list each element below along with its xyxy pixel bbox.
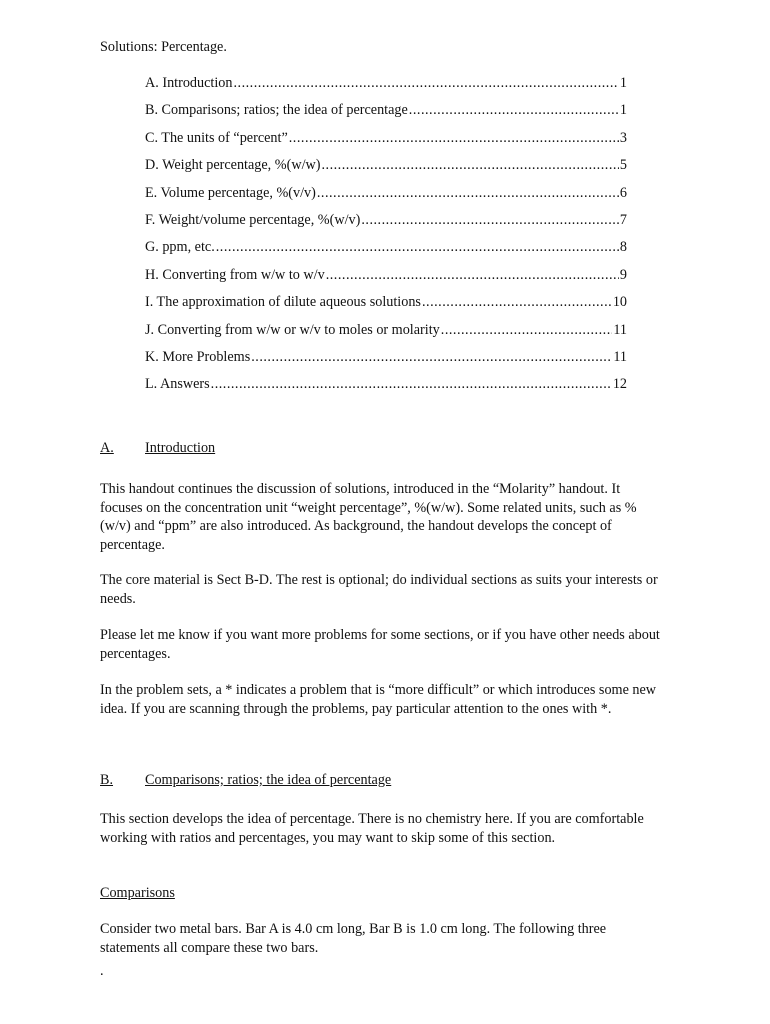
paragraph: The core material is Sect B-D. The rest is optional; do individual sections as suits your interests or needs. (100, 572, 658, 607)
toc-entry[interactable] (145, 102, 627, 129)
toc-leader-dots (211, 376, 612, 393)
toc-entry-label: B. Comparisons; ratios; the idea of percentage (145, 102, 408, 119)
toc-entry-page: 6 (619, 184, 627, 201)
paragraph: In the problem sets, a * indicates a problem that is “more difficult” or which introduces some new idea. If you are scanning through the problems, pay particular attention to the ones with *. (100, 682, 657, 717)
toc-entry-page: 8 (619, 239, 627, 256)
toc-entry-label: F. Weight/volume percentage, %(w/v) (145, 211, 361, 228)
paragraph: Please let me know if you want more problems for some sections, or if you have other needs about percentages. (100, 627, 660, 662)
toc-entry-page: 1 (619, 102, 627, 119)
section-title: Introduction (145, 440, 216, 456)
toc-entry[interactable] (145, 294, 627, 321)
section-number: A. (100, 440, 114, 456)
toc-leader-dots (289, 130, 619, 147)
toc-entry-page: 11 (613, 348, 627, 365)
toc-entry-label: K. More Problems (145, 348, 251, 365)
toc-entry[interactable] (145, 185, 627, 212)
toc-leader-dots (233, 75, 618, 92)
toc-leader-dots (216, 239, 619, 256)
trailing-mark: . (100, 963, 104, 979)
paragraph: Consider two metal bars. Bar A is 4.0 cm long, Bar B is 1.0 cm long. The following three statements all compare these two bars. (100, 921, 607, 956)
toc-entry[interactable] (145, 239, 627, 266)
toc-entry-page: 12 (612, 376, 627, 393)
toc-entry[interactable] (145, 376, 627, 403)
toc-entry-label: D. Weight percentage, %(w/w) (145, 157, 321, 174)
toc-entry-page: 1 (619, 75, 627, 91)
toc-entry-label: I. The approximation of dilute aqueous solutions (145, 294, 421, 311)
toc-entry-label: E. Volume percentage, %(v/v) (145, 184, 316, 201)
toc-entry-label: J. Converting from w/w or w/v to moles or molarity (145, 321, 440, 338)
paragraph: This handout continues the discussion of solutions, introduced in the “Molarity” handout. It focuses on the concentration unit “weight percentage”, %(w/w). Some related units, such as %(w/v) and “ppm” are also introduced. As background, the handout develops the concept of percentage. (100, 481, 637, 553)
toc-entry-label: H. Converting from w/w to w/v (145, 266, 325, 283)
toc-entry-label: A. Introduction (145, 75, 233, 91)
toc-entry-page: 9 (619, 266, 627, 283)
table-of-contents (145, 75, 627, 404)
toc-leader-dots (317, 185, 619, 202)
toc-entry-page: 11 (613, 321, 627, 338)
toc-entry[interactable] (145, 212, 627, 239)
toc-entry[interactable] (145, 349, 627, 376)
toc-entry[interactable] (145, 75, 627, 102)
toc-entry-label: G. ppm, etc. (145, 239, 215, 256)
document-title: Solutions: Percentage. (100, 39, 227, 55)
subheading-comparisons: Comparisons (100, 885, 175, 901)
toc-entry[interactable] (145, 322, 627, 349)
toc-entry[interactable] (145, 267, 627, 294)
section-title: Comparisons; ratios; the idea of percentage (145, 772, 392, 788)
toc-entry-label: L. Answers (145, 376, 210, 393)
toc-entry[interactable] (145, 130, 627, 157)
toc-leader-dots (251, 349, 612, 366)
toc-leader-dots (361, 212, 619, 229)
toc-leader-dots (422, 294, 612, 311)
toc-entry-page: 7 (619, 211, 627, 228)
toc-leader-dots (409, 102, 619, 119)
toc-leader-dots (326, 267, 619, 284)
section-b-heading (100, 771, 391, 789)
section-a-heading (100, 439, 215, 457)
toc-entry-page: 3 (619, 129, 627, 146)
toc-leader-dots (321, 157, 618, 174)
toc-entry-label: C. The units of “percent” (145, 129, 288, 146)
toc-entry[interactable] (145, 157, 627, 184)
section-number: B. (100, 772, 114, 788)
toc-entry-page: 5 (619, 157, 627, 174)
toc-entry-page: 10 (612, 294, 627, 311)
paragraph: This section develops the idea of percentage. There is no chemistry here. If you are comfortable working with ratios and percentages, you may want to skip some of this section. (100, 811, 644, 846)
toc-leader-dots (441, 322, 613, 339)
